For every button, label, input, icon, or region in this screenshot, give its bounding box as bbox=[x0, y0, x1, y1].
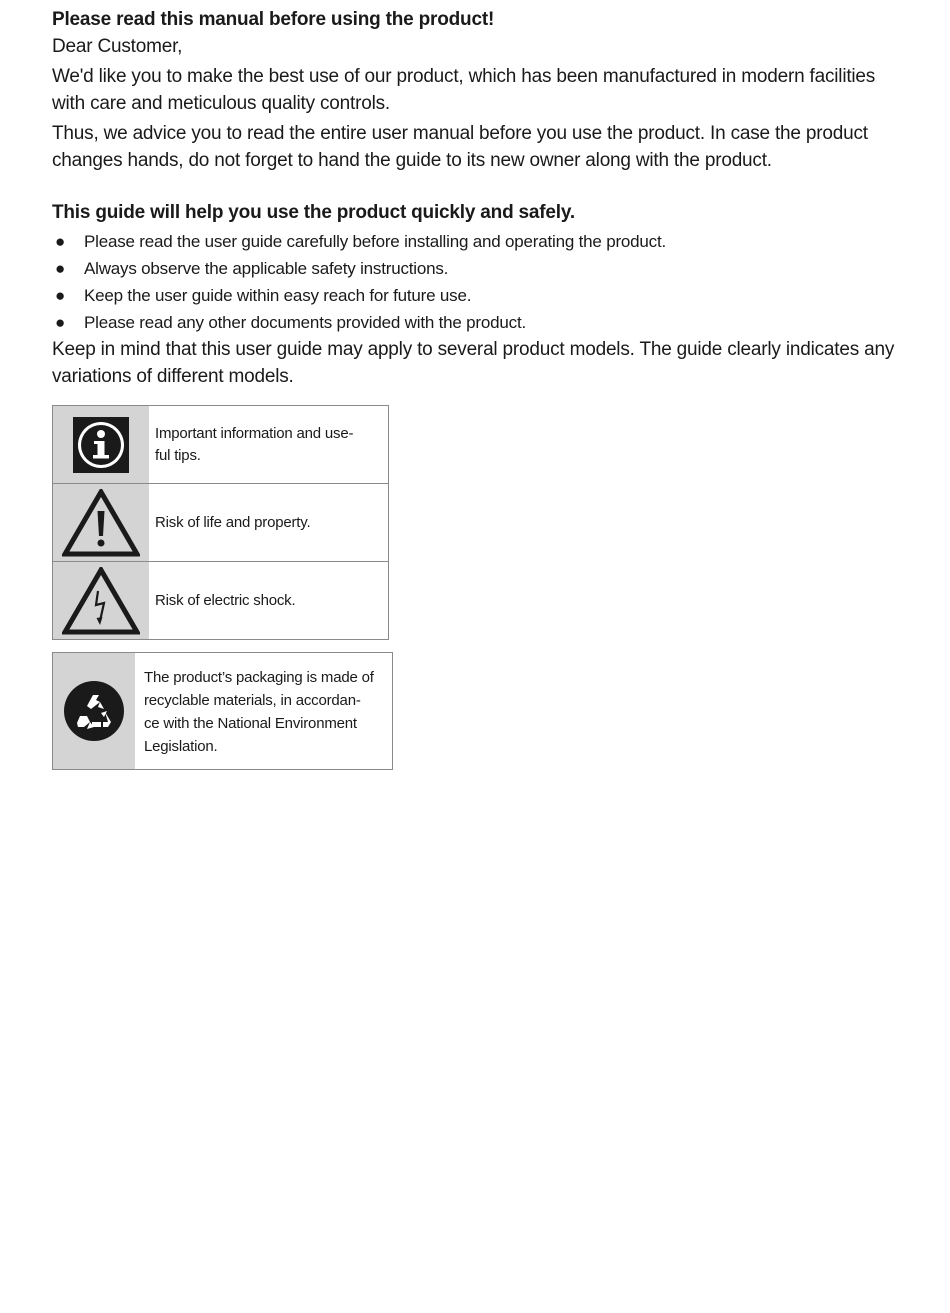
intro-paragraph-1-line-2: with care and meticulous quality controls. bbox=[52, 93, 390, 114]
intro-paragraph-2-line-2: changes hands, do not forget to hand the guide to its new owner along with the product. bbox=[52, 150, 772, 171]
symbol-warning-text: Risk of life and property. bbox=[155, 513, 311, 531]
bullet-icon: ● bbox=[55, 286, 66, 305]
list-item: ● Keep the user guide within easy reach for future use. bbox=[52, 282, 912, 309]
symbol-info-text-line-1: Important information and use- bbox=[155, 424, 354, 442]
manual-page bbox=[52, 6, 912, 393]
bullet-icon: ● bbox=[55, 259, 66, 278]
greeting: Dear Customer, bbox=[52, 36, 183, 57]
recycle-text-line-2: recyclable materials, in accordan- bbox=[144, 692, 361, 709]
symbol-info-text-line-2: ful tips. bbox=[155, 446, 201, 464]
intro-paragraph-1-line-1: We'd like you to make the best use of our product, which has been manufactured in modern facilities bbox=[52, 66, 876, 87]
recycle-icon bbox=[63, 680, 125, 742]
recycle-text-line-4: Legislation. bbox=[144, 738, 218, 755]
list-item: ● Always observe the applicable safety instructions. bbox=[52, 255, 912, 282]
info-icon bbox=[73, 417, 129, 473]
guide-bullet-list bbox=[52, 228, 912, 336]
intro-paragraph-1 bbox=[52, 63, 912, 117]
list-item: ● Please read any other documents provided with the product. bbox=[52, 309, 912, 336]
models-note-line-2: variations of different models. bbox=[52, 366, 294, 387]
list-item: ● Please read the user guide carefully before installing and operating the product. bbox=[52, 228, 912, 255]
manual-title: Please read this manual before using the product! bbox=[52, 9, 495, 30]
bullet-icon: ● bbox=[55, 313, 66, 332]
symbol-row-electric-shock bbox=[53, 562, 388, 639]
recycle-text-line-3: ce with the National Environment bbox=[144, 715, 357, 732]
intro-paragraph-2-line-1: Thus, we advice you to read the entire user manual before you use the product. In case the product bbox=[52, 123, 868, 144]
recycle-notice bbox=[52, 652, 393, 770]
symbol-legend-table bbox=[52, 405, 389, 640]
symbol-row-warning bbox=[53, 484, 388, 562]
intro-paragraph-2 bbox=[52, 120, 912, 174]
recycle-text-line-1: The product’s packaging is made of bbox=[144, 669, 374, 686]
models-note-line-1: Keep in mind that this user guide may apply to several product models. The guide clearly indicates any bbox=[52, 339, 895, 360]
warning-icon bbox=[62, 489, 140, 557]
symbol-row-info bbox=[53, 406, 388, 484]
symbol-electric-shock-text: Risk of electric shock. bbox=[155, 591, 296, 609]
electric-shock-icon bbox=[62, 567, 140, 635]
bullet-icon: ● bbox=[55, 232, 66, 251]
models-note bbox=[52, 336, 912, 390]
recycle-text bbox=[135, 653, 392, 769]
guide-title: This guide will help you use the product quickly and safely. bbox=[52, 202, 575, 223]
